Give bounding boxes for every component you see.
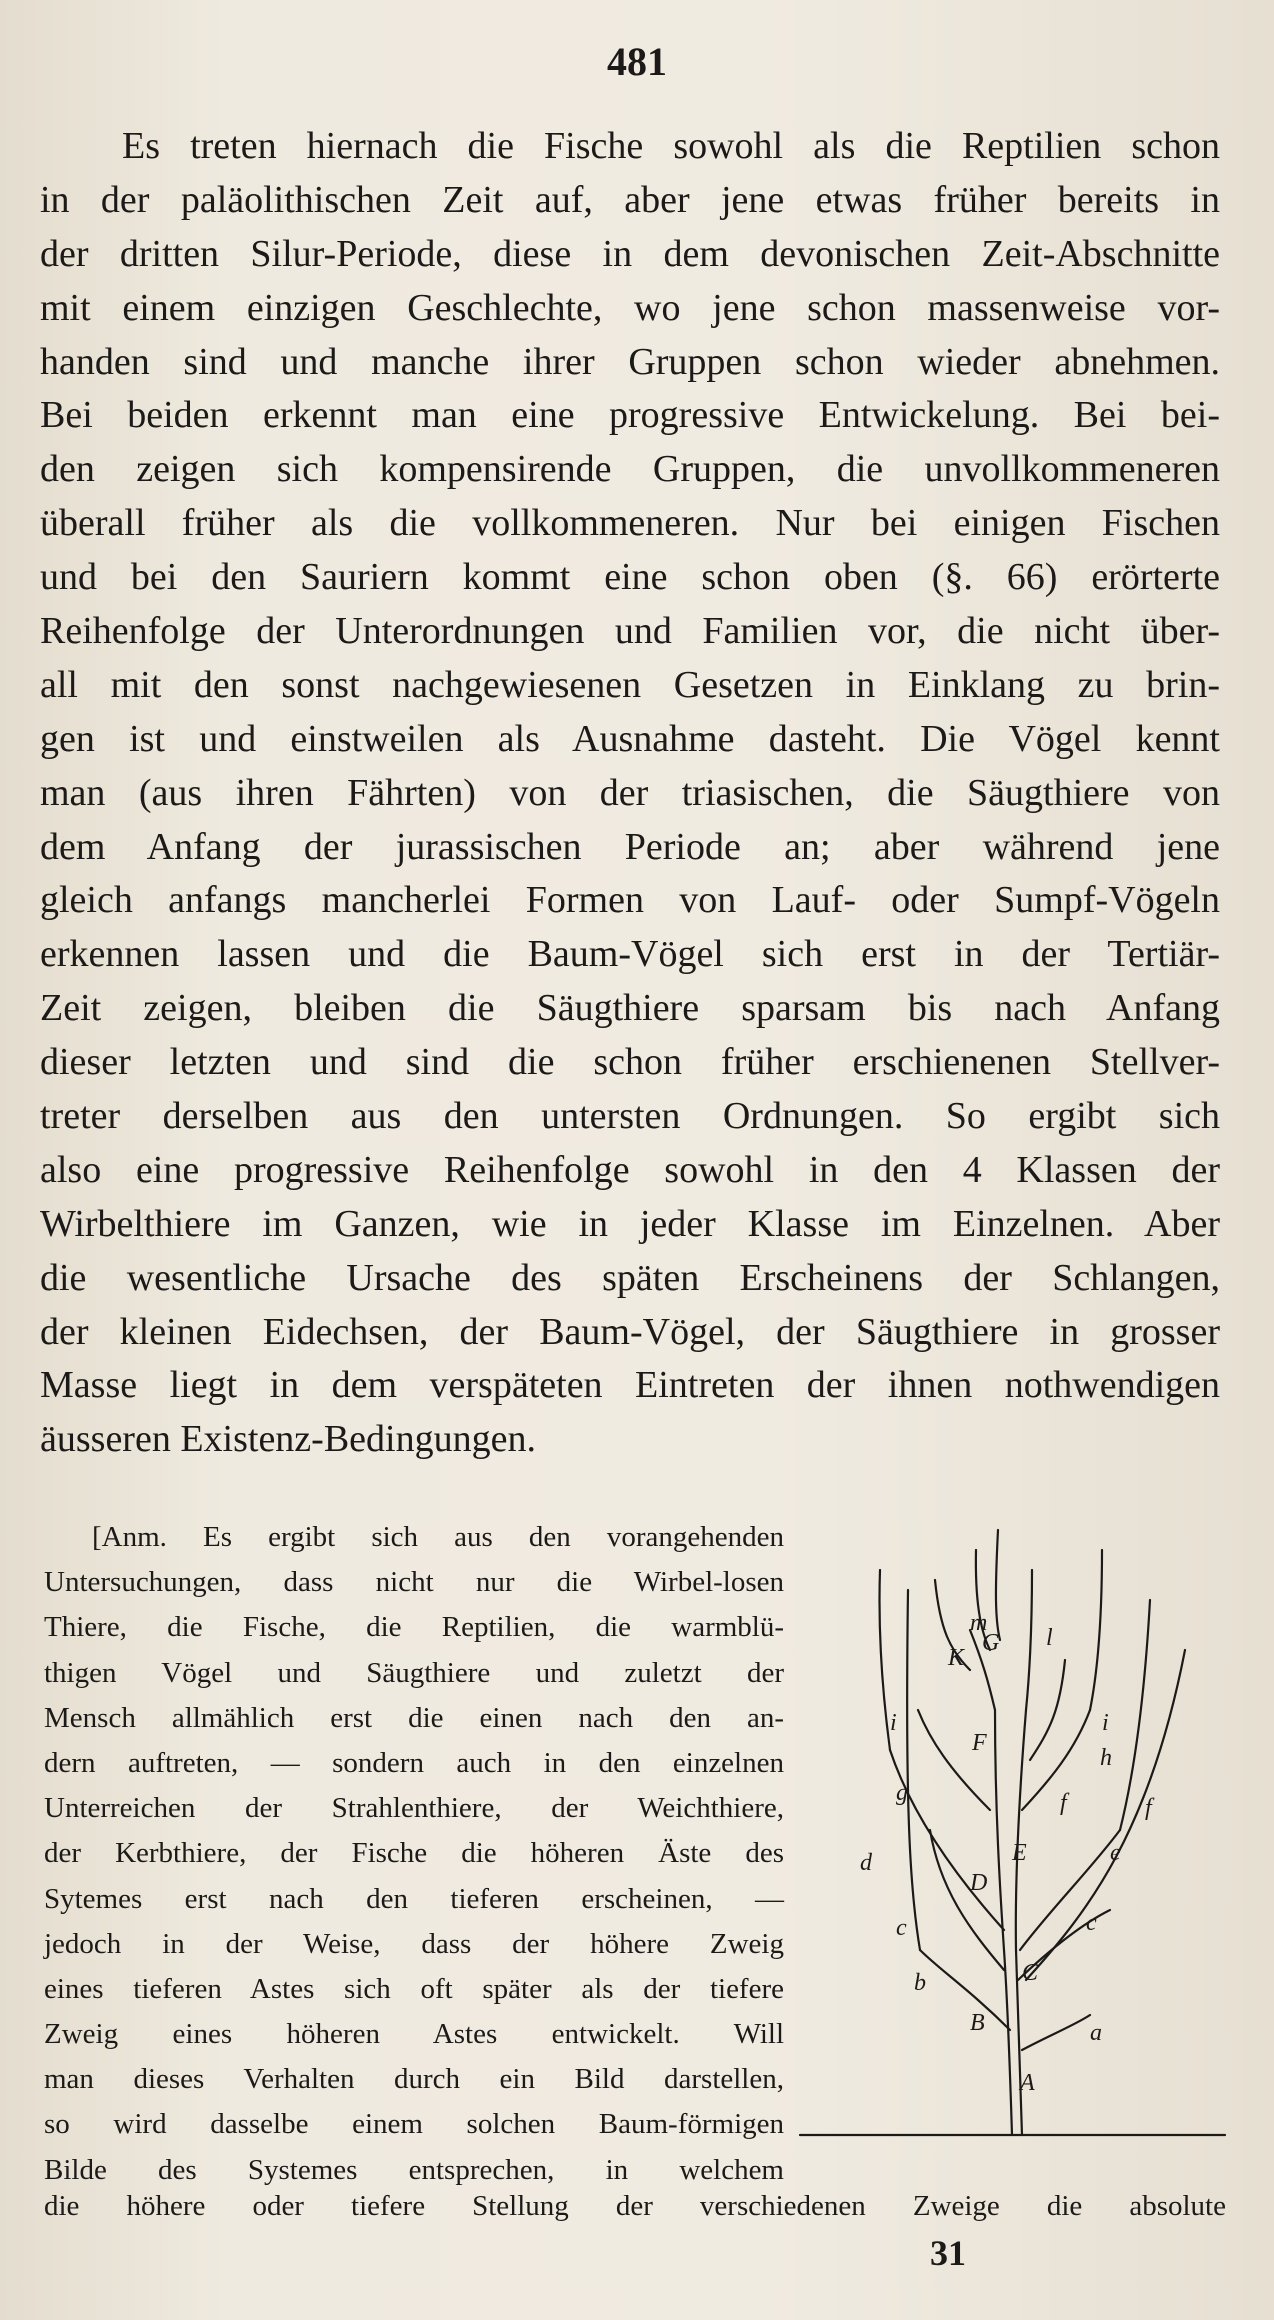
branch-g bbox=[918, 1710, 990, 1810]
label-D: D bbox=[970, 1870, 988, 1896]
text-line: dieser letzten und sind die schon früher erschienenen Stellver- bbox=[40, 1041, 1220, 1084]
signature-mark: 31 bbox=[930, 2233, 966, 2273]
label-B: B bbox=[970, 2010, 985, 2036]
note-line: der Kerbthiere, der Fische die höheren Äste des bbox=[44, 1837, 784, 1870]
label-A: A bbox=[1020, 2070, 1035, 2096]
text-line: überall früher als die vollkommeneren. Nur bei einigen Fischen bbox=[40, 502, 1220, 545]
note-line: jedoch in der Weise, dass der höhere Zweig bbox=[44, 1927, 784, 1960]
branch-e bbox=[1020, 1830, 1120, 1950]
branch-mid bbox=[995, 1710, 1004, 1950]
text-line: treter derselben aus den untersten Ordnungen. So ergibt sich bbox=[40, 1095, 1220, 1138]
branch-d-stem bbox=[879, 1570, 890, 1750]
text-line: die wesentliche Ursache des späten Erscheinens der Schlangen, bbox=[40, 1256, 1220, 1299]
label-C: C bbox=[1022, 1960, 1039, 1986]
note-continuation-line: die höhere oder tiefere Stellung der verschiedenen Zweige die absolute bbox=[44, 2190, 1226, 2222]
branch-f-outer bbox=[1026, 1650, 1185, 1980]
text-line: der kleinen Eidechsen, der Baum-Vögel, der Säugthiere in grosser bbox=[40, 1310, 1220, 1353]
branch-mid-2 bbox=[1016, 1710, 1026, 1950]
branch-l bbox=[996, 1530, 1000, 1640]
text-line: in der paläolithischen Zeit auf, aber jene etwas früher bereits in bbox=[40, 178, 1220, 221]
text-line: Reihenfolge der Unterordnungen und Familien vor, die nicht über- bbox=[40, 610, 1220, 653]
note-line: Unterreichen der Strahlenthiere, der Weichthiere, bbox=[44, 1792, 784, 1825]
trunk bbox=[1004, 1950, 1012, 2135]
text-line: mit einem einzigen Geschlechte, wo jene schon massenweise vor- bbox=[40, 286, 1220, 329]
branch-i bbox=[1030, 1660, 1065, 1760]
label-G: G bbox=[982, 1630, 1000, 1656]
note-line: [Anm. Es ergibt sich aus den vorangehenden bbox=[92, 1521, 784, 1553]
label-c-left: c bbox=[896, 1915, 907, 1941]
label-f-inner: f bbox=[1060, 1790, 1067, 1816]
note-line: Sytemes erst nach den tieferen erscheinen, — bbox=[44, 1882, 784, 1915]
branch-mid-4 bbox=[1026, 1570, 1032, 1710]
text-line: Wirbelthiere im Ganzen, wie in jeder Klasse im Einzelnen. Aber bbox=[40, 1202, 1220, 1245]
label-K: K bbox=[948, 1645, 965, 1671]
label-c-right: c bbox=[1086, 1910, 1097, 1936]
label-e: e bbox=[1110, 1840, 1121, 1866]
branch-h-stem bbox=[1090, 1550, 1102, 1710]
text-line: handen sind und manche ihrer Gruppen schon wieder abnehmen. bbox=[40, 340, 1220, 383]
label-d: d bbox=[860, 1850, 872, 1876]
label-i-right: i bbox=[1102, 1710, 1109, 1736]
text-line: gen ist und einstweilen als Ausnahme dasteht. Die Vögel kennt bbox=[40, 717, 1220, 760]
note-line: Untersuchungen, dass nicht nur die Wirbel-losen bbox=[44, 1566, 784, 1599]
branch-h bbox=[1022, 1710, 1090, 1810]
label-l: l bbox=[1046, 1625, 1053, 1651]
text-line: Bei beiden erkennt man eine progressive Entwickelung. Bei bei- bbox=[40, 394, 1220, 437]
label-m: m bbox=[970, 1610, 988, 1636]
text-line: dem Anfang der jurassischen Periode an; aber während jene bbox=[40, 825, 1220, 868]
text-line: Masse liegt in dem verspäteten Eintreten der ihnen nothwendigen bbox=[40, 1364, 1220, 1407]
text-line: und bei den Sauriern kommt eine schon oben (§. 66) erörterte bbox=[40, 556, 1220, 599]
label-a: a bbox=[1090, 2020, 1102, 2046]
text-line: der dritten Silur-Periode, diese in dem devonischen Zeit-Abschnitte bbox=[40, 232, 1220, 275]
note-line: Mensch allmählich erst die einen nach den an- bbox=[44, 1701, 784, 1734]
label-E: E bbox=[1012, 1840, 1027, 1866]
main-paragraph bbox=[40, 120, 1220, 1467]
text-line: all mit den sonst nachgewiesenen Gesetzen in Einklang zu brin- bbox=[40, 663, 1220, 706]
note-line: eines tieferen Astes sich oft später als der tiefere bbox=[44, 1972, 784, 2005]
note-line: so wird dasselbe einem solchen Baum-förmigen bbox=[44, 2108, 784, 2141]
note-line: Bilde des Systemes entsprechen, in welchem bbox=[44, 2153, 784, 2186]
note-line: man dieses Verhalten durch ein Bild darstellen, bbox=[44, 2063, 784, 2096]
label-f-outer: f bbox=[1145, 1795, 1152, 1821]
tree-diagram-svg bbox=[790, 1510, 1230, 2150]
text-line: Zeit zeigen, bleiben die Säugthiere sparsam bis nach Anfang bbox=[40, 987, 1220, 1030]
tree-diagram bbox=[790, 1510, 1230, 2150]
annotation-note bbox=[44, 1515, 784, 2193]
label-b: b bbox=[914, 1970, 926, 1996]
label-F: F bbox=[972, 1730, 987, 1756]
text-line: Es treten hiernach die Fische sowohl als die Reptilien schon bbox=[122, 125, 1220, 167]
note-line: dern auftreten, — sondern auch in den einzelnen bbox=[44, 1746, 784, 1779]
note-line: Thiere, die Fische, die Reptilien, die warmblü- bbox=[44, 1611, 784, 1644]
label-g: g bbox=[896, 1780, 908, 1806]
branch-a bbox=[1022, 2015, 1090, 2050]
text-line: also eine progressive Reihenfolge sowohl in den 4 Klassen der bbox=[40, 1148, 1220, 1191]
label-h: h bbox=[1100, 1745, 1112, 1771]
label-i-left: i bbox=[890, 1710, 897, 1736]
text-line: man (aus ihren Fährten) von der triasischen, die Säugthiere von bbox=[40, 771, 1220, 814]
text-line: den zeigen sich kompensirende Gruppen, die unvollkommeneren bbox=[40, 448, 1220, 491]
branch-b-stem bbox=[907, 1590, 920, 1950]
text-line: gleich anfangs mancherlei Formen von Lauf- oder Sumpf-Vögeln bbox=[40, 879, 1220, 922]
text-line: erkennen lassen und die Baum-Vögel sich erst in der Tertiär- bbox=[40, 933, 1220, 976]
note-line: Zweig eines höheren Astes entwickelt. Will bbox=[44, 2018, 784, 2051]
note-line: thigen Vögel und Säugthiere und zuletzt der bbox=[44, 1656, 784, 1689]
text-line: äusseren Existenz-Bedingungen. bbox=[40, 1418, 536, 1461]
page-number: 481 bbox=[607, 39, 667, 84]
